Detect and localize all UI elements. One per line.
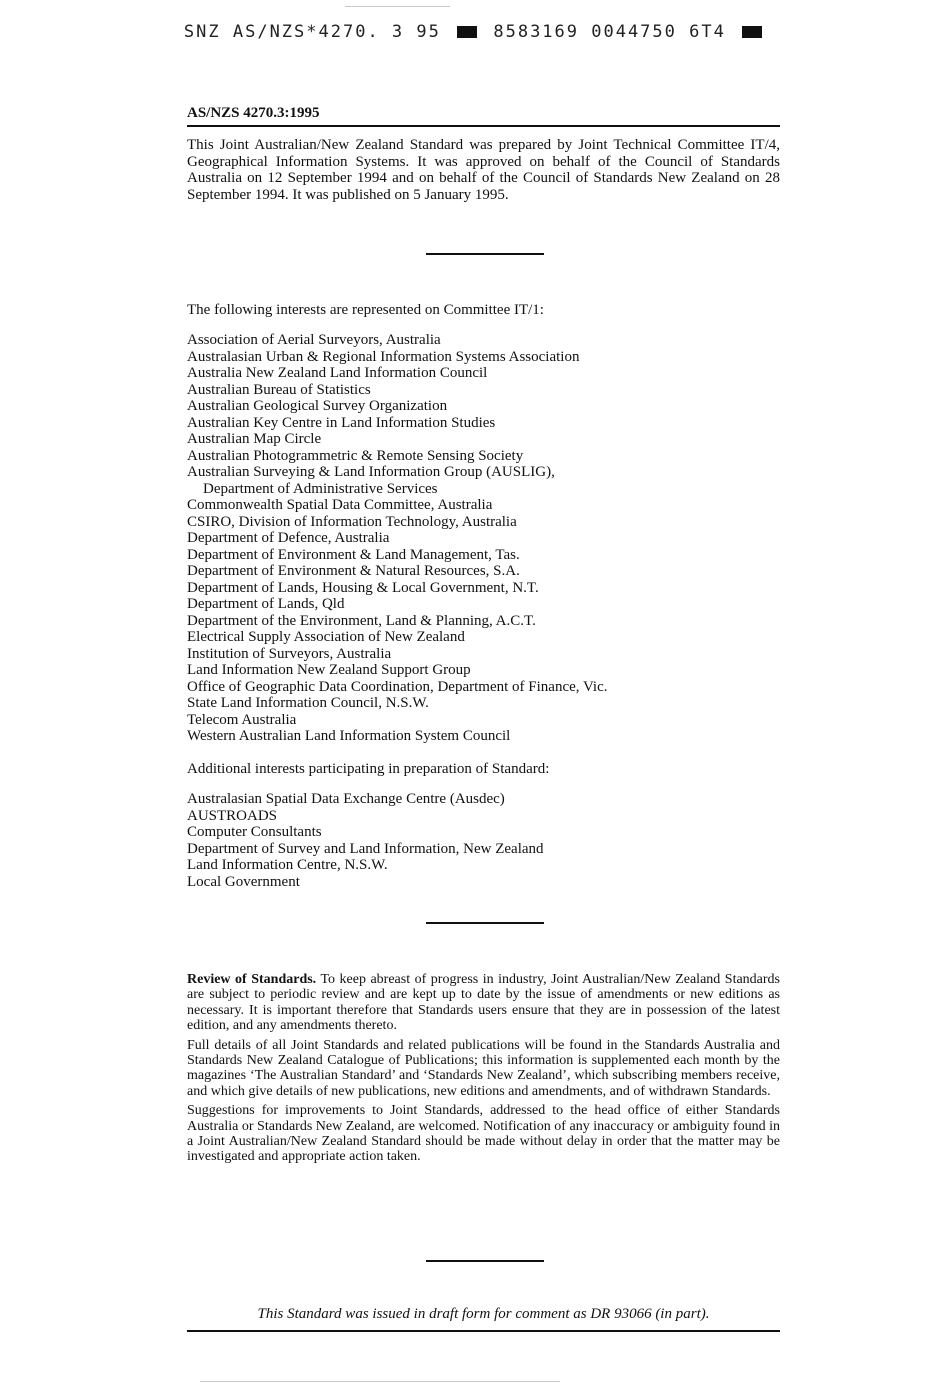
list-item: Department of Environment & Natural Resources, S.A.: [187, 563, 520, 579]
list-item: Telecom Australia: [187, 711, 297, 728]
section-separator: [426, 1260, 544, 1262]
list-item: Association of Aerial Surveyors, Australia: [187, 332, 441, 348]
list-item: Commonwealth Spatial Data Committee, Australia: [187, 497, 493, 513]
list-item: Department of Administrative Services: [203, 480, 438, 497]
list-item: Western Australian Land Information System Council: [187, 728, 511, 744]
scan-artifact-line: [200, 1381, 560, 1382]
black-block-mark: [457, 26, 477, 38]
list-item: Local Government: [187, 873, 300, 890]
list-item: Department of the Environment, Land & Planning, A.C.T.: [187, 612, 536, 629]
list-item: Department of Lands, Qld: [187, 596, 345, 612]
list-item: Institution of Surveyors, Australia: [187, 645, 392, 662]
list-item: Computer Consultants: [187, 824, 322, 840]
review-paragraph-3: Suggestions for improvements to Joint Standards, addressed to the head office of either Standards Australia or Standards New Zealand, are welcomed. Notification of any inaccuracy or ambiguity found in a Joint Australian/New Zealand Standard should be made without delay in order that the matter may be investigated and appropriate action taken.: [187, 1103, 780, 1165]
list-item: Department of Defence, Australia: [187, 530, 390, 546]
additional-interests-intro: Additional interests participating in preparation of Standard:: [187, 761, 550, 777]
list-item: Office of Geographic Data Coordination, Department of Finance, Vic.: [187, 678, 608, 695]
document-id: AS/NZS 4270.3:1995: [187, 105, 320, 121]
list-item: Australasian Spatial Data Exchange Centre (Ausdec): [187, 791, 505, 807]
list-item: CSIRO, Division of Information Technology, Australia: [187, 513, 517, 530]
list-item: Australian Bureau of Statistics: [187, 381, 371, 398]
review-paragraph-1-text: To keep abreast of progress in industry, Joint Australian/New Zealand Standards are subject to periodic review and are kept up to date by the issue of amendments or new editions as necessary. It is important therefore that Standards users ensure that they are in possession of the latest edition, and any amendments thereto.: [187, 972, 781, 1034]
list-item: Australian Geological Survey Organization: [187, 398, 448, 414]
review-of-standards-section: [187, 972, 780, 1169]
list-item: Department of Survey and Land Information, New Zealand: [187, 840, 544, 857]
committee-members-list: [187, 332, 780, 745]
list-item: Land Information Centre, N.S.W.: [187, 857, 388, 873]
list-item: Australian Map Circle: [187, 431, 322, 447]
scan-code-right: 8583169 0044750 6T4: [493, 22, 726, 42]
list-item: Department of Lands, Housing & Local Government, N.T.: [187, 579, 539, 596]
header-rule: [187, 125, 780, 127]
review-paragraph-2: Full details of all Joint Standards and related publications will be found in the Standards Australia and Standards New Zealand Catalogue of Publications; this information is supplemented each month by the magazines ‘The Australian Standard’ and ‘Standards New Zealand’, which subscribing members receive, and which give details of new publications, new editions and amendments, and of withdrawn Standards.: [187, 1037, 780, 1099]
list-item: AUSTROADS: [187, 807, 278, 824]
section-separator: [426, 922, 544, 924]
list-item: Electrical Supply Association of New Zealand: [187, 629, 465, 645]
list-item: State Land Information Council, N.S.W.: [187, 695, 429, 711]
review-paragraph-1: [187, 972, 780, 1034]
scan-header-code: [0, 22, 950, 42]
black-block-mark: [742, 26, 762, 38]
review-heading: Review of Standards.: [187, 972, 317, 987]
additional-members-list: [187, 791, 780, 890]
scan-artifact-line: [345, 6, 450, 7]
footer-rule: [187, 1330, 780, 1332]
section-separator: [426, 253, 544, 255]
list-item: Australasian Urban & Regional Information Systems Association: [187, 348, 580, 365]
list-item: Land Information New Zealand Support Group: [187, 662, 471, 678]
draft-note: This Standard was issued in draft form for comment as DR 93066 (in part).: [257, 1306, 710, 1322]
committee-intro: The following interests are represented on Committee IT/1:: [187, 302, 544, 318]
scan-code-left: SNZ AS/NZS*4270. 3 95: [183, 22, 441, 42]
list-item: Department of Environment & Land Management, Tas.: [187, 546, 520, 563]
list-item: Australian Key Centre in Land Information Studies: [187, 414, 496, 431]
preparation-paragraph: This Joint Australian/New Zealand Standard was prepared by Joint Technical Committee IT/4, Geographical Information Systems. It was approved on behalf of the Council of Standards Australia on 12 September 1994 and on behalf of the Council of Standards New Zealand on 28 September 1994. It was published on 5 January 1995.: [187, 137, 780, 203]
list-item: Australian Photogrammetric & Remote Sensing Society: [187, 447, 524, 464]
list-item: Australia New Zealand Land Information Council: [187, 365, 488, 381]
list-item: Australian Surveying & Land Information Group (AUSLIG),: [187, 464, 555, 480]
